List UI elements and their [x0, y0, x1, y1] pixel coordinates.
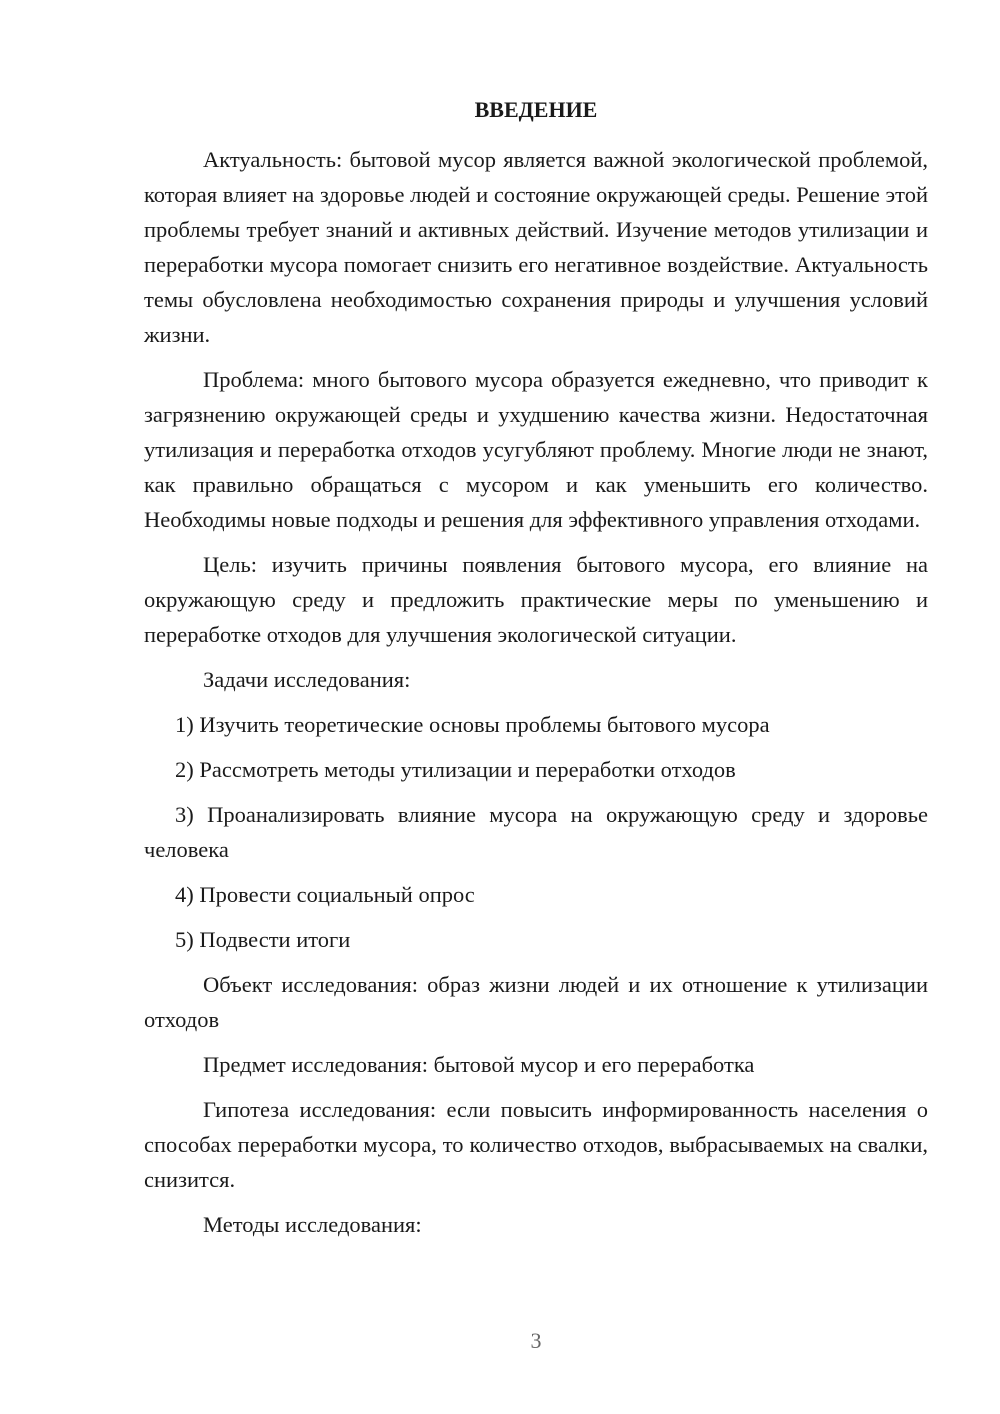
methods-title: Методы исследования:: [203, 1212, 422, 1237]
paragraph-goal: Цель: изучить причины появления бытового мусора, его влияние на окружающую среду и предложить практические меры по уменьшению и переработке отходов для улучшения экологической ситуации.: [144, 552, 928, 647]
paragraph-hypothesis: Гипотеза исследования: если повысить информированность населения о способах переработки мусора, то количество отходов, выбрасываемых на свалки, снизится.: [144, 1097, 928, 1192]
paragraph-relevance: Актуальность: бытовой мусор является важной экологической проблемой, которая влияет на здоровье людей и состояние окружающей среды. Решение этой проблемы требует знаний и активных действий. Изучение методов утилизации и переработки мусора помогает снизить его негативное воздействие. Актуальность темы обусловлена необходимостью сохранения природы и улучшения условий жизни.: [144, 147, 928, 347]
paragraph-subject: Предмет исследования: бытовой мусор и его переработка: [203, 1052, 755, 1077]
task-item-1: 1) Изучить теоретические основы проблемы бытового мусора: [175, 712, 770, 737]
task-item-3: 3) Проанализировать влияние мусора на окружающую среду и здоровье человека: [144, 802, 928, 862]
task-item-2: 2) Рассмотреть методы утилизации и переработки отходов: [175, 757, 736, 782]
task-item-5: 5) Подвести итоги: [175, 927, 351, 952]
tasks-title: Задачи исследования:: [203, 667, 411, 692]
task-item-4: 4) Провести социальный опрос: [175, 882, 475, 907]
page-number: 3: [530, 1328, 542, 1353]
page-content: [144, 92, 928, 1252]
paragraph-object: Объект исследования: образ жизни людей и их отношение к утилизации отходов: [144, 972, 928, 1032]
paragraph-problem: Проблема: много бытового мусора образуется ежедневно, что приводит к загрязнению окружающей среды и ухудшению качества жизни. Недостаточная утилизация и переработка отходов усугубляют проблему. Многие люди не знают, как правильно обращаться с мусором и как уменьшить его количество. Необходимы новые подходы и решения для эффективного управления отходами.: [144, 367, 928, 532]
page-title: ВВЕДЕНИЕ: [474, 97, 598, 122]
